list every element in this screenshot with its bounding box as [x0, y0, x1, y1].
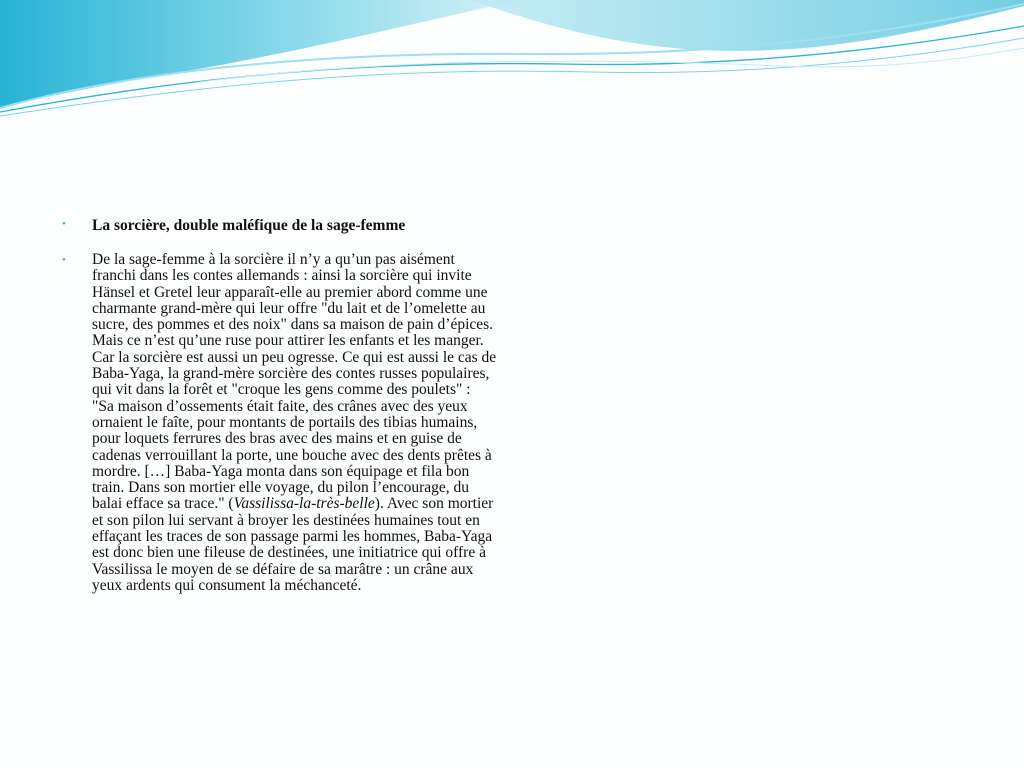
tale-title: Vassilissa-la-très-belle — [233, 495, 375, 513]
body-part-1: De la sage-femme à la sorcière il n’y a qu’un pas aisément franchi dans les contes allemands : ainsi la sorcière qui invite Hänsel et Gretel leur apparaît-elle au premier abord comme une charmante grand-mère qui leur offre "du lait et de l’omelette au sucre, des pommes et des noix" dans sa maison de pain d’épices. Mais ce n’est qu’une ruse pour attirer les enfants et les manger. Car la sorcière est aussi un peu ogresse. Ce qui est aussi le cas de Baba-Yaga, la grand-mère sorcière des contes russes populaires, qui vit dans la forêt et "croque les gens comme des poulets" : — [92, 251, 497, 399]
wave-band-right — [470, 0, 1024, 51]
body-text — [92, 252, 502, 594]
body-quote: "Sa maison d’ossements était faite, des crânes avec des yeux ornaient le faîte, pour montants de portails des tibias humains, pour loquets ferrures des bras avec des mains et en guise de cadenas verrouillant la porte, une bouche avec des dents prêtes à mordre. […] Baba-Yaga monta dans son équipage et fila bon train. Dans son mortier elle voyage, du pilon l’encourage, du balai efface sa trace." ( — [92, 397, 492, 513]
bullet-list — [62, 216, 502, 594]
bullet-heading — [62, 216, 502, 236]
wave-decoration — [0, 0, 1024, 140]
bullet-icon: • — [62, 218, 66, 230]
bullet-icon: • — [62, 254, 66, 266]
bullet-body — [62, 252, 502, 594]
heading-text: La sorcière, double maléfique de la sage-femme — [92, 217, 406, 234]
body-part-2: ). Avec son mortier et son pilon lui servant à broyer les destinées humaines tout en effaçant les traces de son passage parmi les hommes, Baba-Yaga est donc bien une fileuse de destinées, une initiatrice qui offre à Vassilissa le moyen de se défaire de sa marâtre : un crâne aux yeux ardents qui consument la méchanceté. — [92, 495, 494, 594]
content-placeholder — [62, 216, 502, 594]
